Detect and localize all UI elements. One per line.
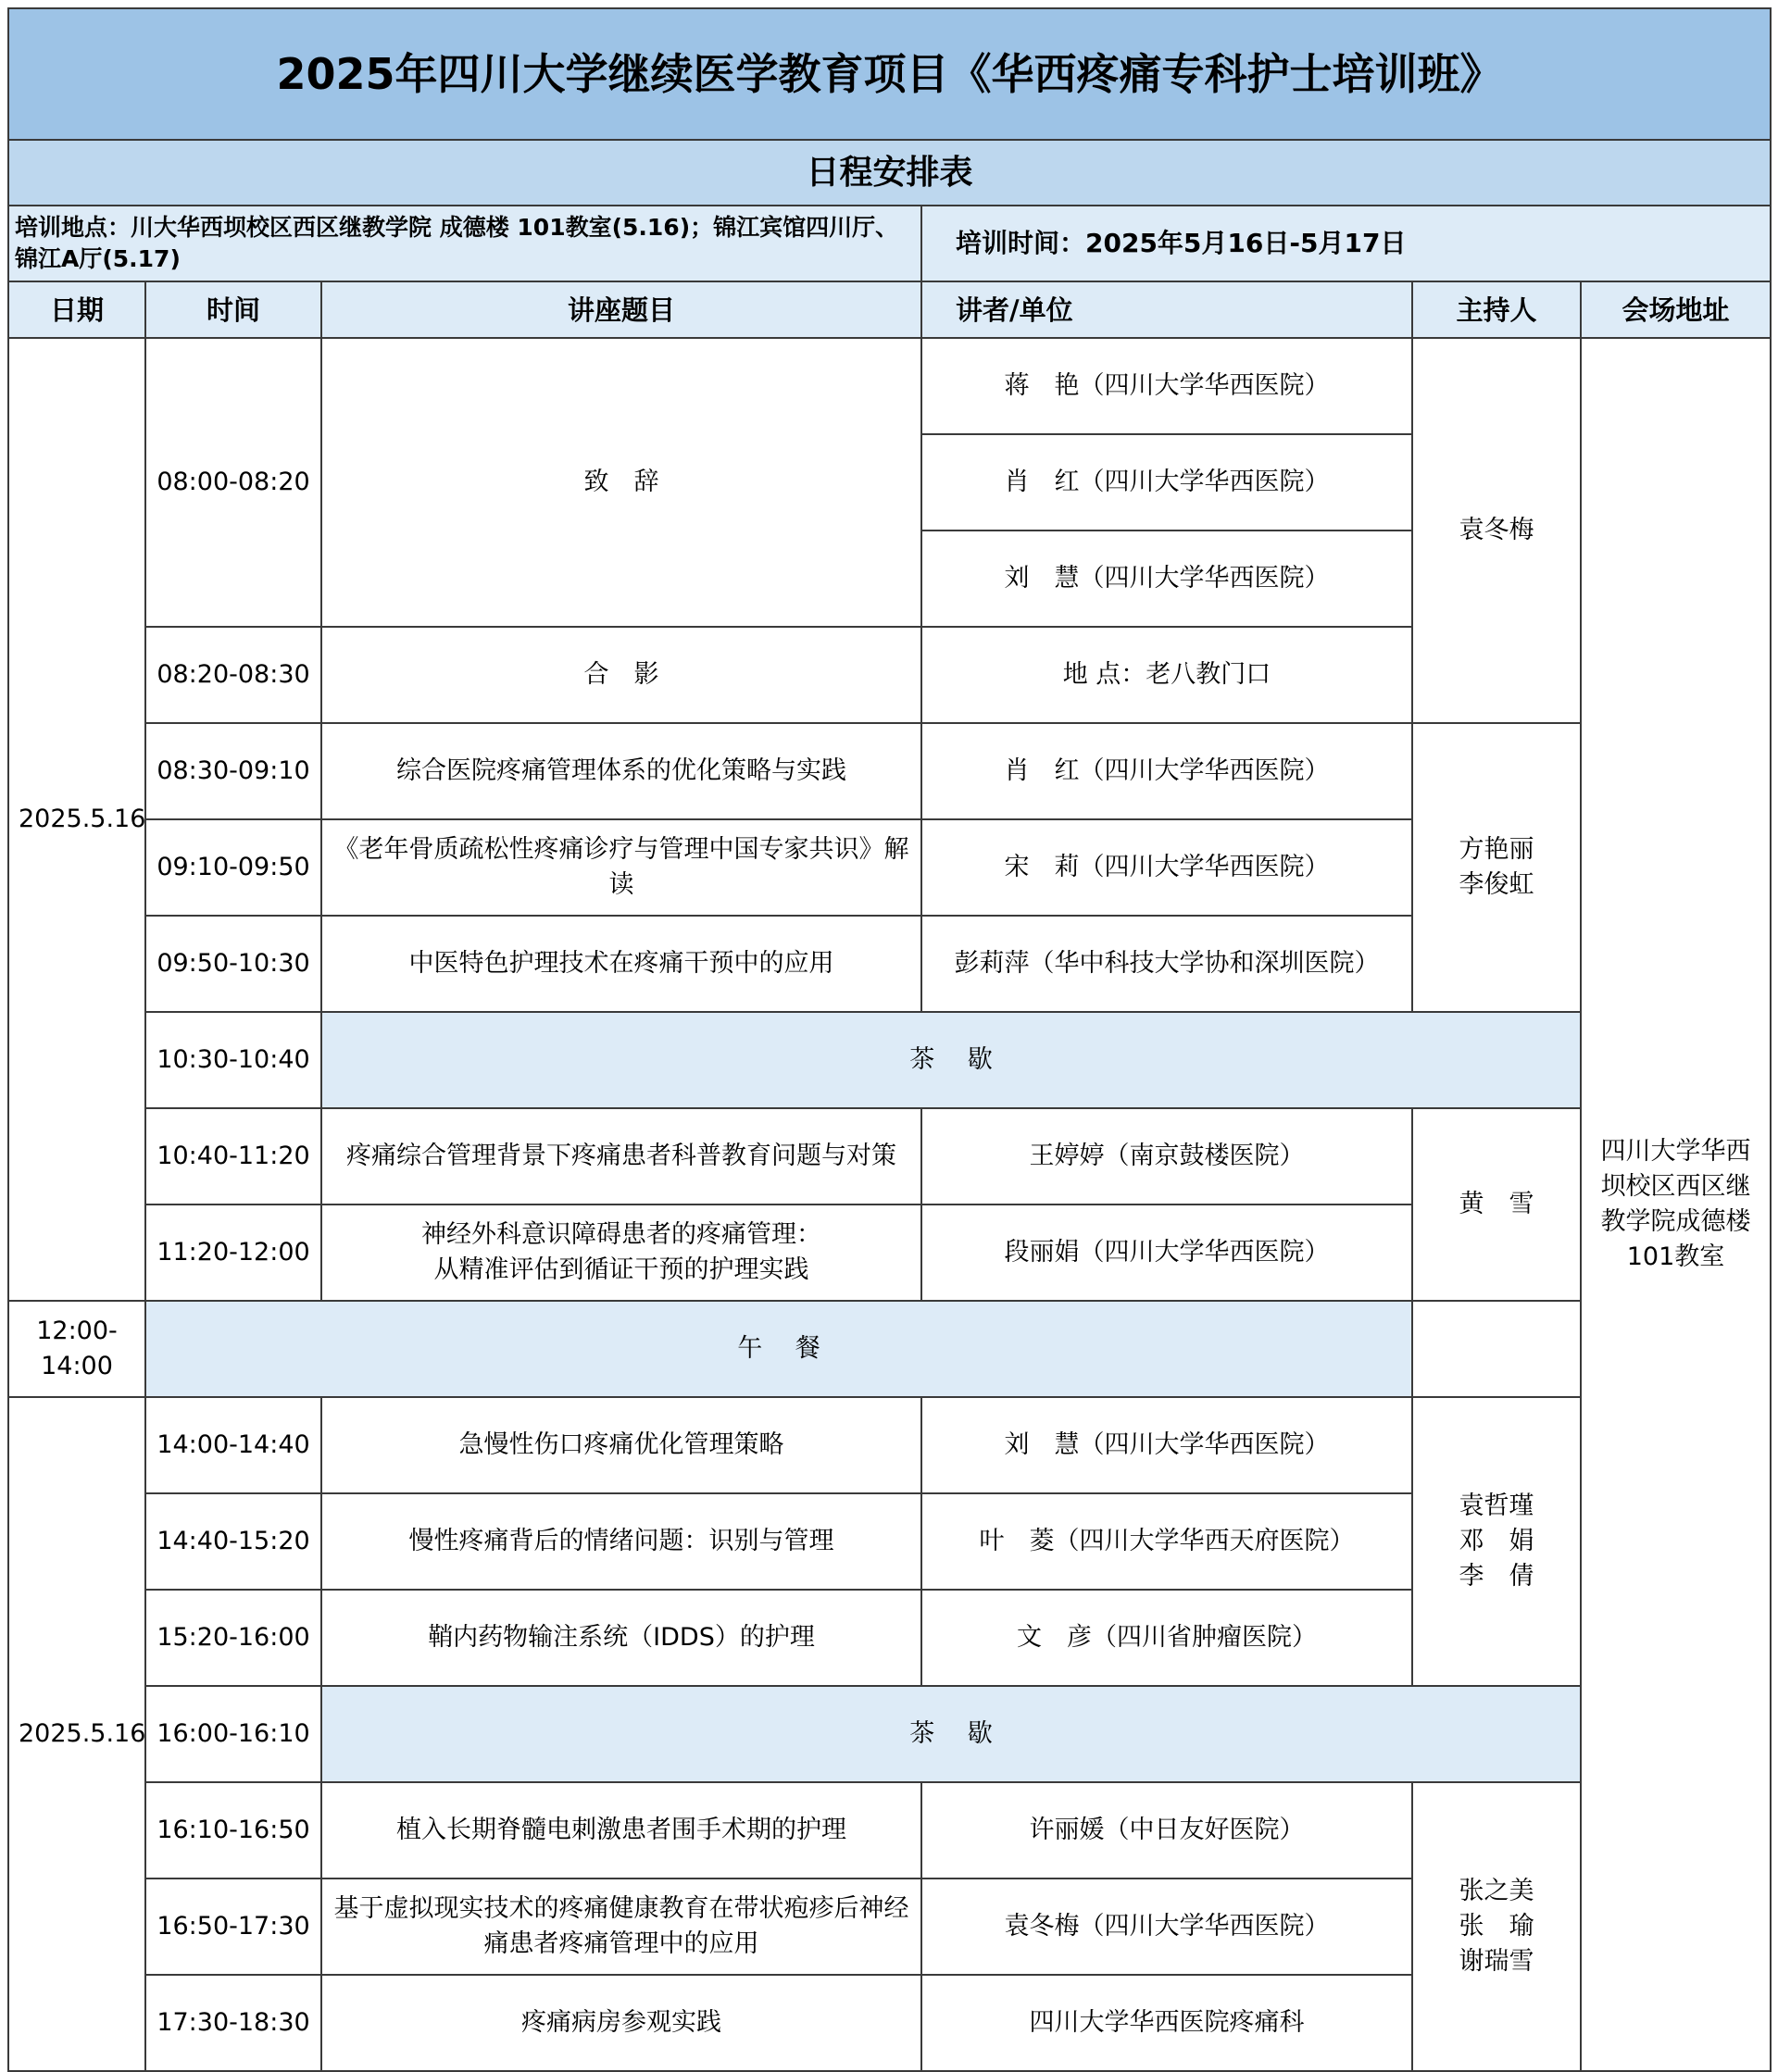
table-row (8, 723, 1771, 819)
time-cell: 17:30-18:30 (145, 1975, 321, 2071)
speaker-cell: 袁冬梅（四川大学华西医院） (921, 1879, 1412, 1975)
table-row (8, 1012, 1771, 1108)
topic-cell: 中医特色护理技术在疼痛干预中的应用 (321, 916, 921, 1012)
topic-cell: 鞘内药物输注系统（IDDS）的护理 (321, 1590, 921, 1686)
time-cell: 11:20-12:00 (145, 1205, 321, 1301)
table-row (8, 1301, 1771, 1397)
table-row (8, 1108, 1771, 1205)
header-venue: 会场地址 (1581, 281, 1771, 338)
time-cell: 15:20-16:00 (145, 1590, 321, 1686)
training-time: 培训时间：2025年5月16日-5月17日 (921, 206, 1771, 281)
time-cell: 14:40-15:20 (145, 1493, 321, 1590)
topic-cell: 慢性疼痛背后的情绪问题：识别与管理 (321, 1493, 921, 1590)
speaker-cell: 肖 红（四川大学华西医院） (921, 723, 1412, 819)
header-speaker: 讲者/单位 (921, 281, 1412, 338)
break-cell: 午 餐 (145, 1301, 1412, 1397)
host-cell: 袁哲瑾 邓 娟 李 倩 (1412, 1397, 1581, 1686)
topic-cell: 综合医院疼痛管理体系的优化策略与实践 (321, 723, 921, 819)
time-cell: 12:00-14:00 (8, 1301, 145, 1397)
schedule-sheet (7, 7, 1772, 2072)
time-cell: 16:10-16:50 (145, 1782, 321, 1879)
topic-cell: 致 辞 (321, 338, 921, 627)
time-cell: 08:00-08:20 (145, 338, 321, 627)
time-cell: 08:20-08:30 (145, 627, 321, 723)
speaker-cell: 宋 莉（四川大学华西医院） (921, 819, 1412, 916)
break-cell: 茶 歇 (321, 1012, 1581, 1108)
speaker-cell: 刘 慧（四川大学华西医院） (921, 1397, 1412, 1493)
time-cell: 14:00-14:40 (145, 1397, 321, 1493)
time-cell: 09:50-10:30 (145, 916, 321, 1012)
topic-cell: 基于虚拟现实技术的疼痛健康教育在带状疱疹后神经痛患者疼痛管理中的应用 (321, 1879, 921, 1975)
speaker-cell: 叶 菱（四川大学华西天府医院） (921, 1493, 1412, 1590)
page-subtitle: 日程安排表 (8, 140, 1771, 206)
speaker-cell: 四川大学华西医院疼痛科 (921, 1975, 1412, 2071)
table-row (8, 338, 1771, 434)
header-host: 主持人 (1412, 281, 1581, 338)
topic-cell: 《老年骨质疏松性疼痛诊疗与管理中国专家共识》解读 (321, 819, 921, 916)
header-time: 时间 (145, 281, 321, 338)
venue-cell: 四川大学华西坝校区西区继教学院成德楼101教室 (1581, 338, 1771, 2071)
header-topic: 讲座题目 (321, 281, 921, 338)
topic-cell: 急慢性伤口疼痛优化管理策略 (321, 1397, 921, 1493)
date-cell: 2025.5.16 (8, 1397, 145, 2071)
speaker-cell: 段丽娟（四川大学华西医院） (921, 1205, 1412, 1301)
time-cell: 16:50-17:30 (145, 1879, 321, 1975)
speaker-cell: 王婷婷（南京鼓楼医院） (921, 1108, 1412, 1205)
topic-cell: 疼痛综合管理背景下疼痛患者科普教育问题与对策 (321, 1108, 921, 1205)
page-title: 2025年四川大学继续医学教育项目《华西疼痛专科护士培训班》 (8, 8, 1771, 140)
table-row (8, 1686, 1771, 1782)
host-cell: 黄 雪 (1412, 1108, 1581, 1301)
time-cell: 10:40-11:20 (145, 1108, 321, 1205)
topic-cell: 合 影 (321, 627, 921, 723)
training-location: 培训地点：川大华西坝校区西区继教学院 成德楼 101教室(5.16)；锦江宾馆四川厅、锦江A厅(5.17) (8, 206, 921, 281)
topic-cell: 植入长期脊髓电刺激患者围手术期的护理 (321, 1782, 921, 1879)
time-cell: 10:30-10:40 (145, 1012, 321, 1108)
speaker-cell: 文 彦（四川省肿瘤医院） (921, 1590, 1412, 1686)
speaker-cell: 刘 慧（四川大学华西医院） (921, 530, 1412, 627)
speaker-cell: 肖 红（四川大学华西医院） (921, 434, 1412, 530)
header-date: 日期 (8, 281, 145, 338)
speaker-cell: 许丽媛（中日友好医院） (921, 1782, 1412, 1879)
speaker-cell: 地 点：老八教门口 (921, 627, 1412, 723)
schedule-table (7, 7, 1772, 2072)
time-cell: 08:30-09:10 (145, 723, 321, 819)
host-cell: 张之美 张 瑜 谢瑞雪 (1412, 1782, 1581, 2071)
speaker-cell: 蒋 艳（四川大学华西医院） (921, 338, 1412, 434)
date-cell: 2025.5.16 (8, 338, 145, 1301)
table-row (8, 1397, 1771, 1493)
speaker-cell: 彭莉萍（华中科技大学协和深圳医院） (921, 916, 1412, 1012)
table-row (8, 1782, 1771, 1879)
time-cell: 16:00-16:10 (145, 1686, 321, 1782)
time-cell: 09:10-09:50 (145, 819, 321, 916)
topic-cell: 疼痛病房参观实践 (321, 1975, 921, 2071)
host-cell: 方艳丽 李俊虹 (1412, 723, 1581, 1012)
break-cell: 茶 歇 (321, 1686, 1581, 1782)
topic-cell: 神经外科意识障碍患者的疼痛管理： 从精准评估到循证干预的护理实践 (321, 1205, 921, 1301)
host-cell: 袁冬梅 (1412, 338, 1581, 723)
